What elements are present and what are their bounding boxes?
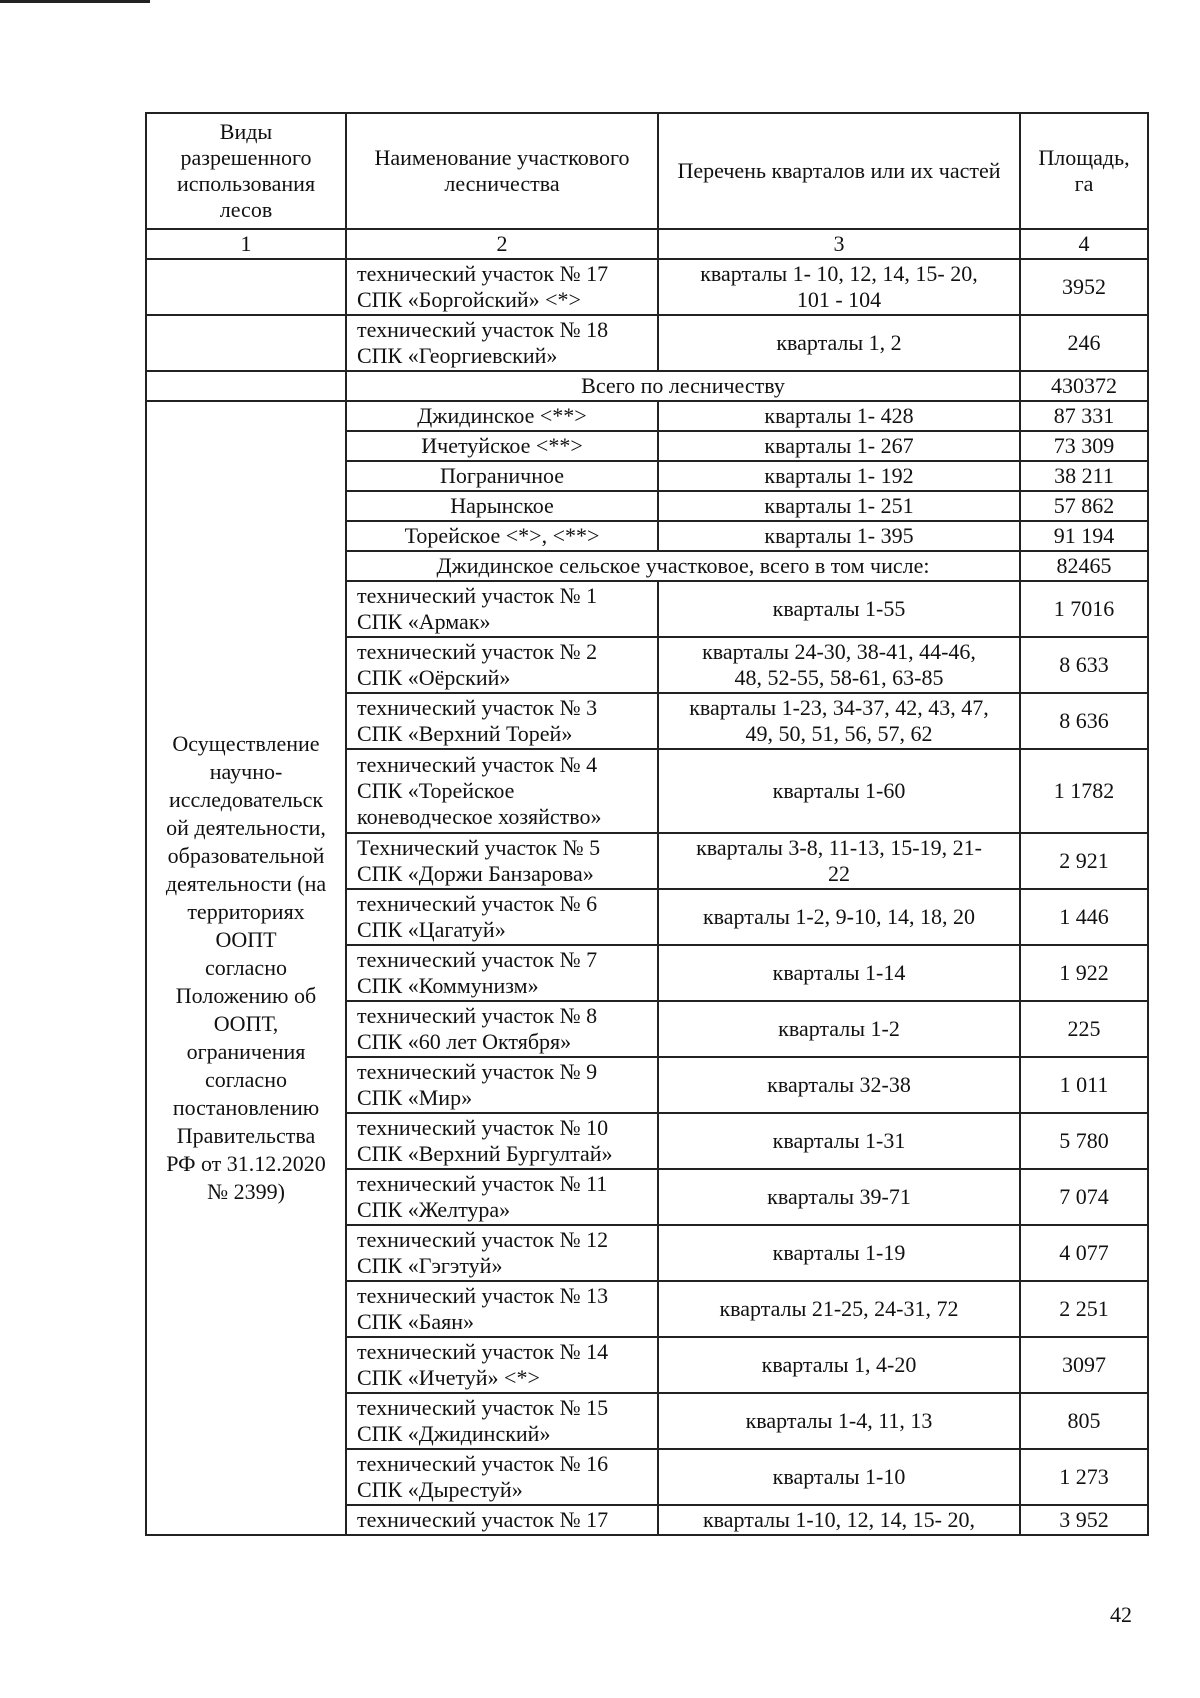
quarters-cell (658, 889, 1020, 945)
usage-type-line: Положению об (175, 983, 317, 1008)
quarters-cell (658, 259, 1020, 315)
section-owner: коневодческое хозяйство» (357, 804, 602, 829)
usage-type-line: согласно (205, 1067, 287, 1092)
quarters-cell (658, 1337, 1020, 1393)
section-owner: СПК «Коммунизм» (357, 973, 539, 998)
quarters-line: кварталы 1-4, 11, 13 (745, 1408, 933, 1433)
quarters-line: кварталы 1-2, 9-10, 14, 18, 20 (702, 904, 975, 929)
forestry-area: 38 211 (1020, 461, 1148, 491)
empty-usage-cell (146, 315, 346, 371)
quarters-line: кварталы 1-14 (772, 960, 906, 985)
quarters-cell (658, 693, 1020, 749)
header-quarters: Перечень кварталов или их частей (658, 113, 1020, 229)
quarters-line: кварталы 1-19 (772, 1240, 906, 1265)
section-owner: СПК «Армак» (357, 609, 491, 634)
usage-type-line: ООПТ, (213, 1011, 279, 1036)
usage-type-line: Осуществление (172, 731, 320, 756)
usage-type-cell (146, 401, 346, 1535)
forestry-name: Нарынское (346, 491, 658, 521)
section-name: технический участок № 1 (357, 583, 598, 608)
section-name-cell (346, 1281, 658, 1337)
section-owner: СПК «Оёрский» (357, 665, 511, 690)
section-name-cell (346, 945, 658, 1001)
usage-type-line: образовательной (167, 843, 325, 868)
quarters-cell (658, 1001, 1020, 1057)
quarters-line: кварталы 24-30, 38-41, 44-46, (702, 639, 976, 664)
area-cell: 246 (1020, 315, 1148, 371)
section-name: технический участок № 17 (346, 1505, 658, 1535)
forestry-quarters: кварталы 1- 428 (658, 401, 1020, 431)
usage-type-line: ограничения (186, 1039, 306, 1064)
area-cell: 1 7016 (1020, 581, 1148, 637)
forestry-row (146, 401, 1148, 431)
area-cell: 1 1782 (1020, 749, 1148, 833)
usage-type-line: научно- (209, 759, 283, 784)
section-owner: СПК «Мир» (357, 1085, 473, 1110)
empty-usage-cell (146, 371, 346, 401)
section-name: технический участок № 10 (357, 1115, 609, 1140)
section-name: технический участок № 6 (357, 891, 598, 916)
quarters-line: кварталы 1-2 (778, 1016, 900, 1041)
forestry-area: 87 331 (1020, 401, 1148, 431)
quarters-cell (658, 1057, 1020, 1113)
area-cell: 225 (1020, 1001, 1148, 1057)
forestry-name: Джидинское <**> (346, 401, 658, 431)
area-cell: 1 273 (1020, 1449, 1148, 1505)
section-name: технический участок № 18 (357, 317, 609, 342)
area-cell: 1 446 (1020, 889, 1148, 945)
section-name: технический участок № 3 (357, 695, 598, 720)
section-name: технический участок № 7 (357, 947, 598, 972)
quarters-line: кварталы 1-31 (772, 1128, 906, 1153)
quarters-cell (658, 1281, 1020, 1337)
section-owner: СПК «Георгиевский» (357, 343, 558, 368)
section-name-cell (346, 259, 658, 315)
usage-type-line: № 2399) (207, 1179, 285, 1204)
quarters-line: 22 (828, 861, 850, 886)
table-header-row (146, 113, 1148, 229)
forestry-quarters: кварталы 1- 267 (658, 431, 1020, 461)
area-cell: 5 780 (1020, 1113, 1148, 1169)
section-name-cell (346, 1169, 658, 1225)
quarters-cell (658, 1393, 1020, 1449)
forestry-quarters: кварталы 1- 395 (658, 521, 1020, 551)
section-name: технический участок № 2 (357, 639, 598, 664)
section-owner: СПК «Доржи Банзарова» (357, 861, 594, 886)
section-name: технический участок № 4 (357, 752, 598, 777)
section-name: технический участок № 17 (357, 261, 609, 286)
quarters-line: 101 - 104 (796, 287, 882, 312)
quarters-line: кварталы 21-25, 24-31, 72 (719, 1296, 959, 1321)
section-name: технический участок № 13 (357, 1283, 609, 1308)
total-row (146, 371, 1148, 401)
section-owner: СПК «Желтура» (357, 1197, 511, 1222)
quarters-line: кварталы 1- 10, 12, 14, 15- 20, (700, 261, 978, 286)
column-number: 2 (346, 229, 658, 259)
forestry-area: 57 862 (1020, 491, 1148, 521)
quarters-cell (658, 749, 1020, 833)
quarters-cell (658, 581, 1020, 637)
section-name-cell (346, 1057, 658, 1113)
forestry-quarters: кварталы 1- 192 (658, 461, 1020, 491)
quarters-line: 49, 50, 51, 56, 57, 62 (745, 721, 933, 746)
total-area: 430372 (1020, 371, 1148, 401)
forestry-name: Пограничное (346, 461, 658, 491)
total-label: Всего по лесничеству (346, 371, 1020, 401)
quarters-cell: кварталы 1, 2 (658, 315, 1020, 371)
section-name: технический участок № 11 (357, 1171, 608, 1196)
quarters-line: кварталы 1, 4-20 (761, 1352, 917, 1377)
section-name: технический участок № 9 (357, 1059, 598, 1084)
quarters-line: 48, 52-55, 58-61, 63-85 (734, 665, 944, 690)
area-cell: 3097 (1020, 1337, 1148, 1393)
page-number: 42 (1110, 1602, 1132, 1627)
section-name: Технический участок № 5 (357, 835, 601, 860)
column-number: 1 (146, 229, 346, 259)
header-usage-types: Виды разрешенного использования лесов (146, 113, 346, 229)
section-name-cell (346, 315, 658, 371)
quarters-cell (658, 1113, 1020, 1169)
empty-usage-cell (146, 259, 346, 315)
section-owner: СПК «Верхний Торей» (357, 721, 573, 746)
usage-type-line: постановлению (172, 1095, 320, 1120)
section-name-cell (346, 1337, 658, 1393)
quarters-line: кварталы 1-60 (772, 778, 906, 803)
section-owner: СПК «60 лет Октября» (357, 1029, 572, 1054)
quarters-cell (658, 945, 1020, 1001)
usage-type-line: исследовательск (168, 787, 324, 812)
quarters-line: кварталы 39-71 (767, 1184, 911, 1209)
forestry-name: Торейское <*>, <**> (346, 521, 658, 551)
quarters-cell (658, 1225, 1020, 1281)
area-cell: 2 921 (1020, 833, 1148, 889)
quarters-cell (658, 1449, 1020, 1505)
usage-type-line: ООПТ (215, 927, 277, 952)
column-number: 3 (658, 229, 1020, 259)
section-owner: СПК «Джидинский» (357, 1421, 551, 1446)
forest-use-table (145, 112, 1149, 1536)
area-cell: 805 (1020, 1393, 1148, 1449)
quarters-line: кварталы 32-38 (767, 1072, 911, 1097)
quarters-line: кварталы 1-23, 34-37, 42, 43, 47, (689, 695, 989, 720)
subtotal-area: 82465 (1020, 551, 1148, 581)
area-cell: 1 922 (1020, 945, 1148, 1001)
section-name-cell (346, 833, 658, 889)
section-name-cell (346, 1113, 658, 1169)
table-row (146, 259, 1148, 315)
area-cell: 8 633 (1020, 637, 1148, 693)
section-name: технический участок № 8 (357, 1003, 598, 1028)
quarters-cell (658, 833, 1020, 889)
area-cell: 3952 (1020, 259, 1148, 315)
usage-type-line: ой деятельности, (166, 815, 326, 840)
section-name: технический участок № 14 (357, 1339, 609, 1364)
table-row (146, 315, 1148, 371)
area-cell: 4 077 (1020, 1225, 1148, 1281)
area-cell: 2 251 (1020, 1281, 1148, 1337)
quarters-line: кварталы 1-55 (772, 596, 906, 621)
forestry-quarters: кварталы 1- 251 (658, 491, 1020, 521)
forestry-area: 73 309 (1020, 431, 1148, 461)
header-forestry-name: Наименование участкового лесничества (346, 113, 658, 229)
usage-type-line: деятельности (на (165, 871, 327, 896)
forestry-area: 91 194 (1020, 521, 1148, 551)
section-owner: СПК «Боргойский» <*> (357, 287, 581, 312)
section-owner: СПК «Дырестуй» (357, 1477, 523, 1502)
quarters-line: кварталы 3-8, 11-13, 15-19, 21- (696, 835, 982, 860)
usage-type-line: Правительства (176, 1123, 316, 1148)
usage-type-line: территориях (187, 899, 305, 924)
section-name-cell (346, 749, 658, 833)
section-name-cell (346, 693, 658, 749)
area-cell: 1 011 (1020, 1057, 1148, 1113)
section-name-cell (346, 1001, 658, 1057)
column-number: 4 (1020, 229, 1148, 259)
quarters-cell (658, 637, 1020, 693)
usage-type-line: согласно (205, 955, 287, 980)
section-owner: СПК «Гэгэтуй» (357, 1253, 503, 1278)
scan-edge-mark (0, 0, 150, 3)
usage-type-line: РФ от 31.12.2020 (166, 1151, 326, 1176)
column-number-row (146, 229, 1148, 259)
section-name-cell (346, 1225, 658, 1281)
section-name-cell (346, 1393, 658, 1449)
section-name: технический участок № 12 (357, 1227, 609, 1252)
area-cell: 3 952 (1020, 1505, 1148, 1535)
section-name: технический участок № 15 (357, 1395, 609, 1420)
subtotal-label: Джидинское сельское участковое, всего в том числе: (346, 551, 1020, 581)
section-name-cell (346, 581, 658, 637)
section-name-cell (346, 637, 658, 693)
header-area: Площадь, га (1020, 113, 1148, 229)
section-owner: СПК «Цагатуй» (357, 917, 506, 942)
quarters-line: кварталы 1-10 (772, 1464, 906, 1489)
quarters-cell: кварталы 1-10, 12, 14, 15- 20, (658, 1505, 1020, 1535)
forestry-name: Ичетуйское <**> (346, 431, 658, 461)
section-name-cell (346, 889, 658, 945)
quarters-cell (658, 1169, 1020, 1225)
section-name-cell (346, 1449, 658, 1505)
area-cell: 8 636 (1020, 693, 1148, 749)
section-owner: СПК «Баян» (357, 1309, 475, 1334)
section-owner: СПК «Ичетуй» <*> (357, 1365, 540, 1390)
section-name: технический участок № 16 (357, 1451, 609, 1476)
section-owner: СПК «Торейское (357, 778, 515, 803)
area-cell: 7 074 (1020, 1169, 1148, 1225)
section-owner: СПК «Верхний Бургултай» (357, 1141, 613, 1166)
